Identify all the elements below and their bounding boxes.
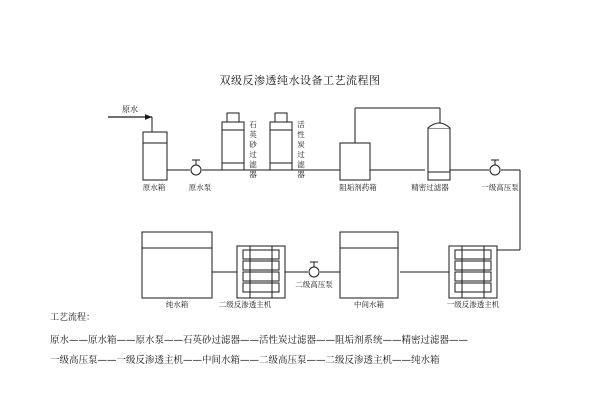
label-raw-water-pump: 原水泵 xyxy=(188,183,212,192)
label-ro1-unit: 一级反渗透主机 xyxy=(446,300,500,309)
label-pure-water-tank: 纯水箱 xyxy=(165,300,189,309)
process-line-2: 一级高压泵——一级反渗透主机——中间水箱——二级高压泵——二级反渗透主机——纯水箱 xyxy=(50,355,440,366)
label-mid-water-tank: 中间水箱 xyxy=(354,300,384,309)
label-hp-pump-1: 一级高压泵 xyxy=(481,183,519,192)
label-ro2-unit: 二级反渗透主机 xyxy=(218,300,272,309)
label-carbon-filter: 活性炭过滤器 xyxy=(297,120,305,179)
process-heading: 工艺流程： xyxy=(50,313,96,323)
process-line-1: 原水——原水箱——原水泵——石英砂过滤器——活性炭过滤器——阻垢剂系统——精密过滤器—— xyxy=(50,335,469,346)
inlet-label: 原水 xyxy=(122,105,138,114)
label-antiscalant-tank: 阻垢剂药箱 xyxy=(339,183,377,192)
label-precision-filter: 精密过滤器 xyxy=(411,183,449,192)
label-hp-pump-2: 二级高压泵 xyxy=(295,280,333,289)
label-quartz-filter: 石英砂过滤器 xyxy=(249,120,257,179)
label-raw-water-tank: 原水箱 xyxy=(142,183,166,192)
diagram-title: 双级反渗透纯水设备工艺流程图 xyxy=(219,74,381,87)
